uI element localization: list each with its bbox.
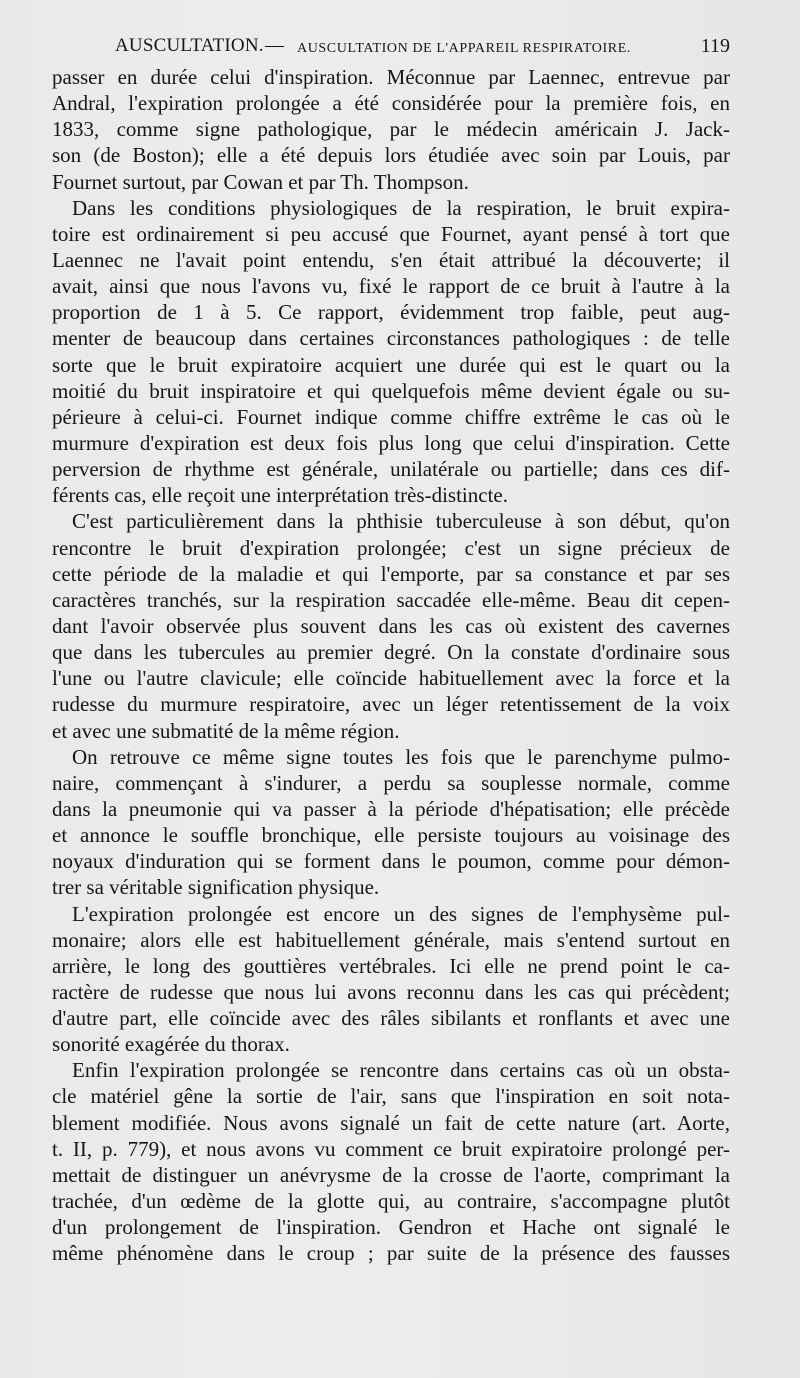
text-line: mettait de distinguer un anévrysme de la crosse de l'aorte, comprimant la [52,1162,730,1187]
text-line: cle matériel gêne la sortie de l'air, sans que l'inspiration en soit nota- [52,1084,730,1109]
running-head-section: AUSCULTATION. [115,35,264,56]
text-line: férents cas, elle reçoit une interprétation très-distincte. [52,483,508,508]
text-line: l'une ou l'autre clavicule; elle coïncide habituellement avec la force et la [52,666,730,691]
text-line: même phénomène dans le croup ; par suite de la présence des fausses [52,1241,730,1266]
text-line: périeure à celui-ci. Fournet indique comme chiffre extrême le cas où le [52,404,730,429]
text-line: L'expiration prolongée est encore un des signes de l'emphysème pul- [72,901,730,926]
text-line: monaire; alors elle est habituellement générale, mais s'entend surtout en [52,927,730,952]
text-line: Andral, l'expiration prolongée a été considérée pour la première fois, en [52,91,730,116]
text-line: son (de Boston); elle a été depuis lors étudiée avec soin par Louis, par [52,143,730,168]
text-line: ractère de rudesse que nous lui avons reconnu dans les cas qui précèdent; [52,979,730,1004]
text-line: moitié du bruit inspiratoire et qui quelquefois même devient égale ou su- [52,378,730,403]
text-line: arrière, le long des gouttières vertébrales. Ici elle ne prend point le ca- [52,953,730,978]
running-head-subsection: AUSCULTATION DE L'APPAREIL RESPIRATOIRE. [297,41,631,56]
text-line: d'un prolongement de l'inspiration. Gendron et Hache ont signalé le [52,1215,730,1240]
text-line: C'est particulièrement dans la phthisie tuberculeuse à son début, qu'on [72,509,730,534]
text-line: d'autre part, elle coïncide avec des râles sibilants et ronflants et avec une [52,1006,730,1031]
text-line: caractères tranchés, sur la respiration saccadée elle-même. Beau dit cepen- [52,587,730,612]
text-line: cette période de la maladie et qui l'emporte, par sa constance et par ses [52,561,730,586]
text-line: Laennec ne l'avait point entendu, s'en était attribué la découverte; il [52,247,730,272]
text-line: sorte que le bruit expiratoire acquiert une durée qui est le quart ou la [52,352,730,377]
text-line: Enfin l'expiration prolongée se rencontre dans certains cas où un obsta- [72,1058,730,1083]
text-line: 1833, comme signe pathologique, par le médecin américain J. Jack- [52,117,730,142]
text-line: proportion de 1 à 5. Ce rapport, évidemment trop faible, peut aug- [52,300,730,325]
running-head [115,32,730,60]
text-line: Fournet surtout, par Cowan et par Th. Thompson. [52,169,469,194]
text-line: perversion de rhythme est générale, unilatérale ou partielle; dans ces dif- [52,457,730,482]
text-line: blement modifiée. Nous avons signalé un fait de cette nature (art. Aorte, [52,1110,730,1135]
text-line: trer sa véritable signification physique. [52,875,380,900]
text-line: dant l'avoir observée plus souvent dans les cas où existent des cavernes [52,613,730,638]
text-line: et avec une submatité de la même région. [52,718,400,743]
text-line: sonorité exagérée du thorax. [52,1032,290,1057]
text-line: avait, ainsi que nous l'avons vu, fixé le rapport de ce bruit à l'autre à la [52,274,730,299]
text-line: et annonce le souffle bronchique, elle persiste toujours au voisinage des [52,823,730,848]
text-line: passer en durée celui d'inspiration. Méconnue par Laennec, entrevue par [52,65,730,89]
text-line: rudesse du murmure respiratoire, avec un léger retentissement de la voix [52,692,730,717]
text-line: dans la pneumonie qui va passer à la période d'hépatisation; elle précède [52,796,730,821]
body-text [52,64,730,1266]
text-line: noyaux d'induration qui se forment dans le poumon, comme pour démon- [52,849,730,874]
text-line: que dans les tubercules au premier degré. On la constate d'ordinaire sous [52,640,730,665]
page-number: 119 [700,35,730,57]
text-line: murmure d'expiration est deux fois plus long que celui d'inspiration. Cette [52,430,730,455]
running-head-dash: — [265,35,284,56]
text-line: rencontre le bruit d'expiration prolongée; c'est un signe précieux de [52,535,730,560]
text-line: toire est ordinairement si peu accusé que Fournet, ayant pensé à tort que [52,221,730,246]
text-line: trachée, d'un œdème de la glotte qui, au contraire, s'accompagne plutôt [52,1189,730,1214]
text-line: On retrouve ce même signe toutes les fois que le parenchyme pulmo- [72,744,730,769]
text-line: t. II, p. 779), et nous avons vu comment ce bruit expiratoire prolongé per- [52,1136,730,1161]
text-line: naire, commençant à s'indurer, a perdu sa souplesse normale, comme [52,770,730,795]
text-line: menter de beaucoup dans certaines circonstances pathologiques : de telle [52,326,730,351]
text-line: Dans les conditions physiologiques de la respiration, le bruit expira- [72,195,730,220]
